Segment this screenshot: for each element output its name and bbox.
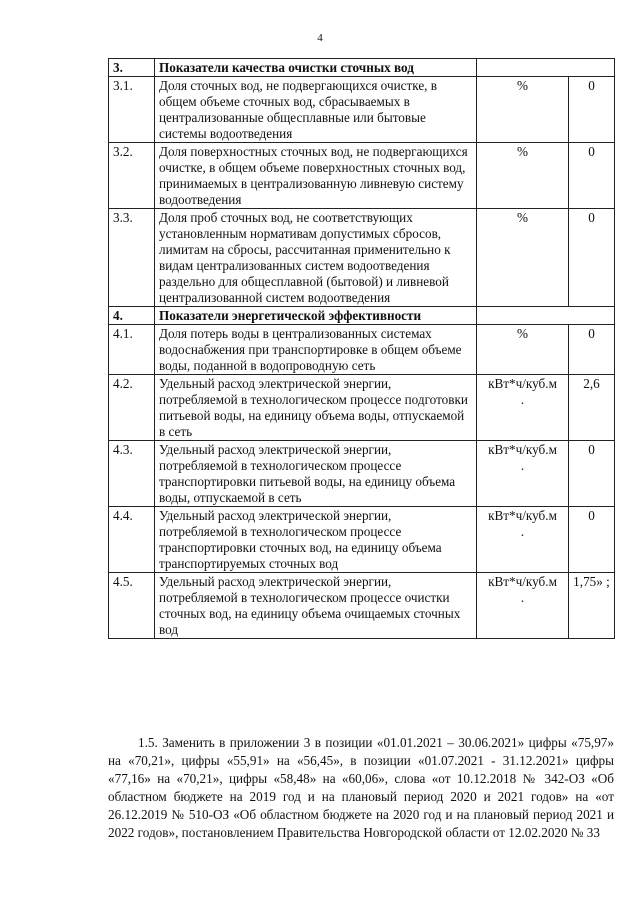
row-value: 0: [569, 143, 615, 209]
row-number: 3.1.: [109, 77, 155, 143]
row-name: Удельный расход электрической энергии, потребляемой в технологическом процессе транспортировки питьевой воды, на единицу объема воды, отпускаемой в сеть: [155, 441, 477, 507]
table-row: [109, 209, 615, 307]
row-value: 2,6: [569, 375, 615, 441]
row-unit: %: [477, 325, 569, 375]
row-name: Удельный расход электрической энергии, потребляемой в технологическом процессе транспортировки сточных вод, на единицу объема транспортируемых сточных вод: [155, 507, 477, 573]
row-unit: %: [477, 143, 569, 209]
row-number: 3.3.: [109, 209, 155, 307]
row-unit: кВт*ч/куб.м .: [477, 375, 569, 441]
row-number: 4.5.: [109, 573, 155, 639]
row-unit: кВт*ч/куб.м .: [477, 573, 569, 639]
row-value: 0: [569, 507, 615, 573]
row-number: 4.2.: [109, 375, 155, 441]
section-header: [109, 307, 615, 325]
row-unit: %: [477, 77, 569, 143]
indicators-table: [108, 58, 615, 639]
row-unit: кВт*ч/куб.м .: [477, 507, 569, 573]
section-title: Показатели энергетической эффективности: [155, 307, 477, 325]
row-number: 4.3.: [109, 441, 155, 507]
table-row: [109, 375, 615, 441]
row-unit: кВт*ч/куб.м .: [477, 441, 569, 507]
row-value: 1,75» ;: [569, 573, 615, 639]
row-value: 0: [569, 209, 615, 307]
row-name: Доля проб сточных вод, не соответствующих установленным нормативам допустимых сбросов, лимитам на сбросы, рассчитанная применительно к видам централизованных систем водоотведения раздельно для общесплавной (бытовой) и ливневой централизованной систем водоотведения: [155, 209, 477, 307]
amendment-paragraph: [108, 734, 614, 842]
row-value: 0: [569, 77, 615, 143]
row-number: 4.1.: [109, 325, 155, 375]
section-number: 4.: [109, 307, 155, 325]
row-unit: %: [477, 209, 569, 307]
table-row: [109, 325, 615, 375]
section-title: Показатели качества очистки сточных вод: [155, 59, 477, 77]
table-row: [109, 77, 615, 143]
row-number: 3.2.: [109, 143, 155, 209]
table-row: [109, 441, 615, 507]
row-name: Доля сточных вод, не подвергающихся очистке, в общем объеме сточных вод, сбрасываемых в централизованные общесплавные или бытовые системы водоотведения: [155, 77, 477, 143]
row-value: 0: [569, 325, 615, 375]
row-value: 0: [569, 441, 615, 507]
row-name: Удельный расход электрической энергии, потребляемой в технологическом процессе очистки сточных вод, на единицу объема очищаемых сточных вод: [155, 573, 477, 639]
table-row: [109, 573, 615, 639]
row-name: Доля поверхностных сточных вод, не подвергающихся очистке, в общем объеме поверхностных сточных вод, принимаемых в централизованную ливневую систему водоотведения: [155, 143, 477, 209]
paragraph-text: 1.5. Заменить в приложении 3 в позиции «01.01.2021 – 30.06.2021» цифры «75,97» на «70,21», цифры «55,91» на «56,45», в позиции «01.07.2021 - 31.12.2021» цифры «77,16» на «70,21», цифры «58,48» на «60,06», слова «от 10.12.2018 № 342-ОЗ «Об областном бюджете на 2019 год и на плановый период 2020 и 2021 годов» на «от 26.12.2019 № 510-ОЗ «Об областном бюджете на 2020 год и на плановый период 2021 и 2022 годов», постановлением Правительства Новгородской области от 12.02.2020 № 33: [108, 735, 614, 840]
section-header: [109, 59, 615, 77]
section-number: 3.: [109, 59, 155, 77]
table-row: [109, 507, 615, 573]
row-number: 4.4.: [109, 507, 155, 573]
row-name: Доля потерь воды в централизованных системах водоснабжения при транспортировке в общем объеме воды, поданной в водопроводную сеть: [155, 325, 477, 375]
row-name: Удельный расход электрической энергии, потребляемой в технологическом процессе подготовки питьевой воды, на единицу объема воды, отпускаемой в сеть: [155, 375, 477, 441]
page-number: 4: [317, 32, 323, 44]
table-row: [109, 143, 615, 209]
